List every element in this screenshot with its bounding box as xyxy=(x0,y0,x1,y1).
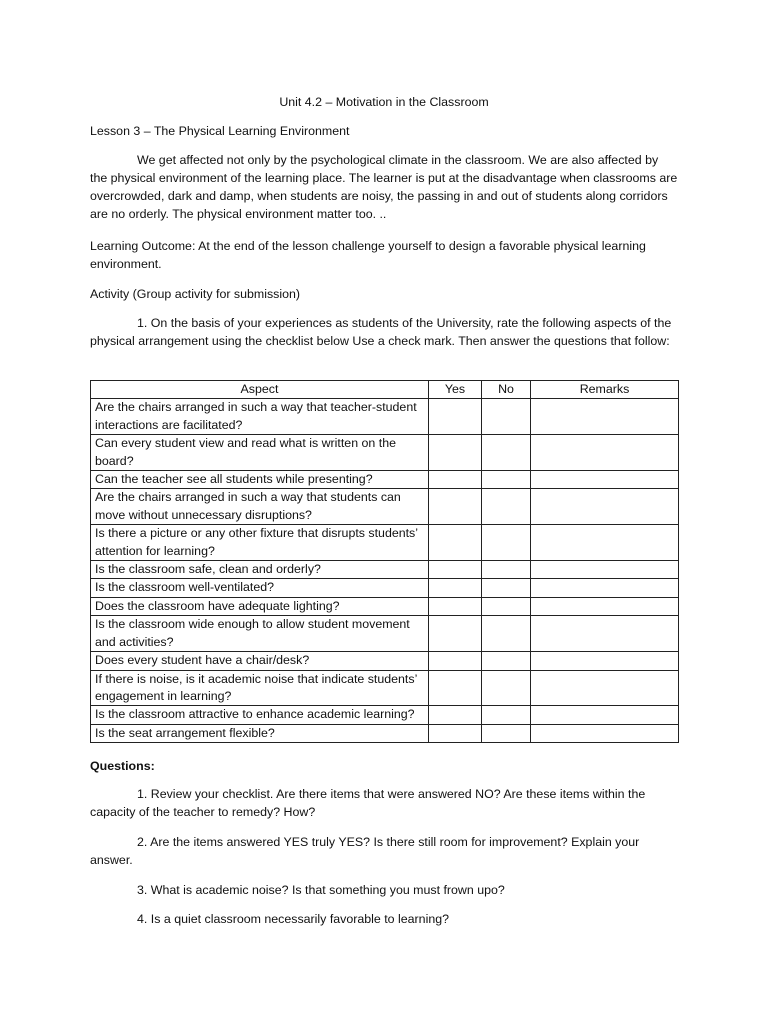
remarks-cell xyxy=(531,597,679,615)
remarks-cell xyxy=(531,652,679,670)
activity-heading: Activity (Group activity for submission) xyxy=(90,287,301,301)
aspect-cell: If there is noise, is it academic noise that indicate students’ engagement in learning? xyxy=(91,670,429,706)
table-row xyxy=(91,616,679,652)
question-item: 3. What is academic noise? Is that something you must frown upo? xyxy=(137,883,505,897)
no-cell xyxy=(482,435,531,471)
table-row xyxy=(91,579,679,597)
yes-cell xyxy=(429,670,482,706)
no-cell xyxy=(482,471,531,489)
question-item: 1. Review your checklist. Are there items that were answered NO? Are these items within the capacity of the teacher to remedy? How? xyxy=(90,787,646,819)
header-remarks: Remarks xyxy=(531,381,679,399)
remarks-cell xyxy=(531,579,679,597)
remarks-cell xyxy=(531,399,679,435)
table-row xyxy=(91,435,679,471)
remarks-cell xyxy=(531,471,679,489)
yes-cell xyxy=(429,597,482,615)
yes-cell xyxy=(429,561,482,579)
yes-cell xyxy=(429,724,482,742)
aspect-cell: Does every student have a chair/desk? xyxy=(91,652,429,670)
document-title: Unit 4.2 – Motivation in the Classroom xyxy=(279,95,489,109)
yes-cell xyxy=(429,435,482,471)
intro-paragraph: We get affected not only by the psychological climate in the classroom. We are also affected by the physical environment of the learning place. The learner is put at the disadvantage when classrooms are overcrowded, dark and damp, when students are noisy, the passing in and out of students along corridors are no orderly. The physical environment matter too. .. xyxy=(90,153,678,221)
header-no: No xyxy=(482,381,531,399)
activity-instruction: 1. On the basis of your experiences as students of the University, rate the following aspects of the physical arrangement using the checklist below Use a check mark. Then answer the questions that follow: xyxy=(90,316,672,348)
yes-cell xyxy=(429,652,482,670)
yes-cell xyxy=(429,579,482,597)
remarks-cell xyxy=(531,724,679,742)
no-cell xyxy=(482,652,531,670)
table-row xyxy=(91,489,679,525)
table-row xyxy=(91,706,679,724)
table-row xyxy=(91,471,679,489)
remarks-cell xyxy=(531,616,679,652)
remarks-cell xyxy=(531,435,679,471)
aspect-cell: Is there a picture or any other fixture that disrupts students’ attention for learning? xyxy=(91,525,429,561)
table-row xyxy=(91,724,679,742)
remarks-cell xyxy=(531,561,679,579)
no-cell xyxy=(482,706,531,724)
checklist-table xyxy=(90,380,679,743)
table-row xyxy=(91,399,679,435)
aspect-cell: Is the seat arrangement flexible? xyxy=(91,724,429,742)
table-row xyxy=(91,652,679,670)
question-item: 2. Are the items answered YES truly YES? Is there still room for improvement? Explain your answer. xyxy=(90,835,640,867)
aspect-cell: Are the chairs arranged in such a way that teacher-student interactions are facilitated? xyxy=(91,399,429,435)
no-cell xyxy=(482,561,531,579)
questions-heading: Questions: xyxy=(90,759,155,773)
aspect-cell: Does the classroom have adequate lighting? xyxy=(91,597,429,615)
no-cell xyxy=(482,579,531,597)
aspect-cell: Is the classroom attractive to enhance academic learning? xyxy=(91,706,429,724)
aspect-cell: Can the teacher see all students while presenting? xyxy=(91,471,429,489)
table-row xyxy=(91,670,679,706)
table-header-row xyxy=(91,381,679,399)
yes-cell xyxy=(429,706,482,724)
table-row xyxy=(91,525,679,561)
no-cell xyxy=(482,597,531,615)
aspect-cell: Can every student view and read what is written on the board? xyxy=(91,435,429,471)
question-item: 4. Is a quiet classroom necessarily favorable to learning? xyxy=(137,912,449,926)
yes-cell xyxy=(429,525,482,561)
yes-cell xyxy=(429,616,482,652)
no-cell xyxy=(482,489,531,525)
table-row xyxy=(91,597,679,615)
table-row xyxy=(91,561,679,579)
yes-cell xyxy=(429,489,482,525)
aspect-cell: Are the chairs arranged in such a way that students can move without unnecessary disruptions? xyxy=(91,489,429,525)
no-cell xyxy=(482,399,531,435)
yes-cell xyxy=(429,399,482,435)
remarks-cell xyxy=(531,489,679,525)
yes-cell xyxy=(429,471,482,489)
no-cell xyxy=(482,525,531,561)
no-cell xyxy=(482,724,531,742)
remarks-cell xyxy=(531,670,679,706)
aspect-cell: Is the classroom safe, clean and orderly? xyxy=(91,561,429,579)
header-yes: Yes xyxy=(429,381,482,399)
lesson-heading: Lesson 3 – The Physical Learning Environment xyxy=(90,124,350,138)
remarks-cell xyxy=(531,706,679,724)
no-cell xyxy=(482,670,531,706)
aspect-cell: Is the classroom wide enough to allow student movement and activities? xyxy=(91,616,429,652)
no-cell xyxy=(482,616,531,652)
learning-outcome: Learning Outcome: At the end of the lesson challenge yourself to design a favorable physical learning environment. xyxy=(90,239,646,271)
aspect-cell: Is the classroom well-ventilated? xyxy=(91,579,429,597)
header-aspect: Aspect xyxy=(91,381,429,399)
remarks-cell xyxy=(531,525,679,561)
